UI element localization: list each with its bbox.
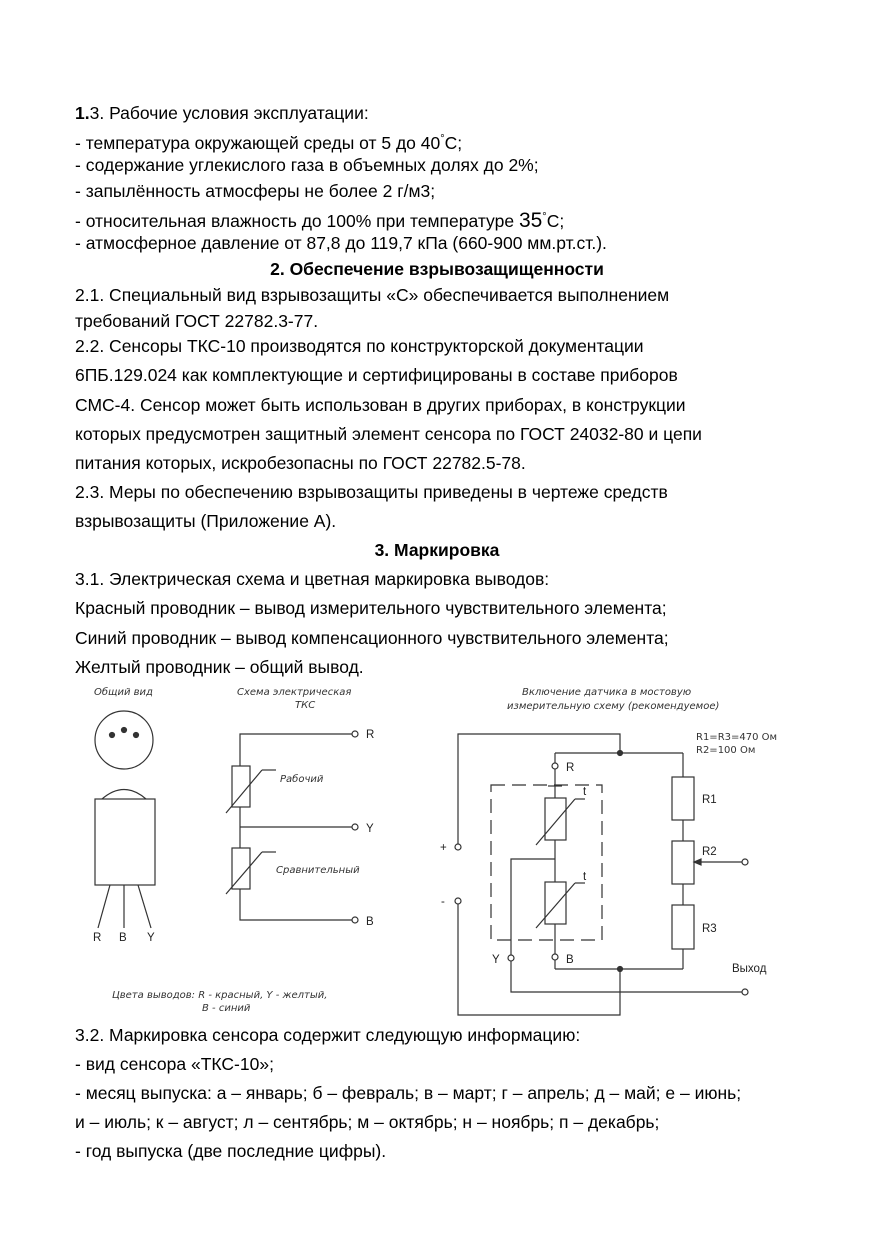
bridge-terminal-r: R — [566, 762, 575, 774]
r3-label: R3 — [702, 923, 717, 935]
general-view-title: Общий вид — [94, 687, 153, 698]
working-label: Рабочий — [280, 774, 324, 785]
working-thermistor — [232, 766, 250, 807]
bridge-circuit — [440, 687, 777, 1015]
reference-label: Сравнительный — [276, 865, 360, 876]
section-1-heading: 1.3. Рабочие условия эксплуатации: — [75, 103, 369, 123]
paragraph-line: взрывозащиты (Приложение А). — [75, 511, 337, 531]
pin-colors-caption: Цвета выводов: R - красный, Y - желтый, — [112, 990, 328, 1001]
paragraph-line: и – июль; к – август; л – сентябрь; м – октябрь; н – ноябрь; п – декабрь; — [75, 1112, 660, 1132]
pin-label-b: B — [119, 932, 127, 944]
resistor-r2 — [672, 841, 694, 884]
paragraph-line: 2.2. Сенсоры ТКС-10 производятся по конструкторской документации — [75, 336, 644, 356]
wiring-diagram-figure — [0, 680, 874, 1020]
schematic-title: Схема электрическая — [237, 687, 352, 698]
sensor-top-view — [95, 711, 153, 769]
condition-humidity: - относительная влажность до 100% при температуре 35°С; — [75, 208, 565, 232]
section-3-title: 3. Маркировка — [374, 540, 500, 560]
minus-label: - — [441, 896, 445, 908]
resistor-r3 — [672, 905, 694, 949]
paragraph-line: - год выпуска (две последние цифры). — [75, 1141, 387, 1161]
sensor-cap — [102, 790, 146, 800]
condition-dust: - запылённость атмосферы не более 2 г/м3; — [75, 181, 436, 201]
resistor-values: R1=R3=470 Ом — [696, 732, 778, 743]
paragraph-line: Желтый проводник – общий вывод. — [75, 657, 364, 677]
section-2-title: 2. Обеспечение взрывозащищенности — [270, 259, 604, 279]
paragraph-line: 6ПБ.129.024 как комплектующие и сертифицированы в составе приборов — [75, 365, 678, 385]
terminal-b-label: B — [366, 916, 374, 928]
sensor-general-view — [93, 686, 155, 944]
paragraph-line: 3.2. Маркировка сенсора содержит следующую информацию: — [75, 1025, 581, 1045]
temp-label: t — [583, 786, 587, 798]
terminal-y-label: Y — [366, 823, 374, 835]
plus-label: + — [440, 842, 447, 854]
heading-number: 1. — [75, 103, 90, 123]
bridge-working-thermistor — [545, 798, 566, 840]
pin-label-y: Y — [147, 932, 155, 944]
schematic-subtitle: ТКС — [295, 700, 316, 711]
paragraph-line: требований ГОСТ 22782.3-77. — [75, 311, 319, 331]
pin-label-r: R — [93, 932, 102, 944]
resistor-r1 — [672, 777, 694, 820]
condition-co2: - содержание углекислого газа в объемных долях до 2%; — [75, 155, 539, 175]
sensor-schematic — [226, 687, 374, 928]
condition-pressure: - атмосферное давление от 87,8 до 119,7 кПа (660-900 мм.рт.ст.). — [75, 233, 607, 253]
paragraph-line: - месяц выпуска: а – январь; б – февраль; в – март; г – апрель; д – май; е – июнь; — [75, 1083, 742, 1103]
sensor-body — [95, 799, 155, 885]
paragraph-line: СМС-4. Сенсор может быть использован в других приборах, в конструкции — [75, 395, 686, 415]
paragraph-line: 3.1. Электрическая схема и цветная маркировка выводов: — [75, 569, 550, 589]
paragraph-line: питания которых, искробезопасны по ГОСТ 22782.5-78. — [75, 453, 526, 473]
bridge-reference-thermistor — [545, 882, 566, 924]
r2-label: R2 — [702, 846, 717, 858]
bridge-title: Включение датчика в мостовую — [522, 687, 692, 698]
paragraph-line: 2.1. Специальный вид взрывозащиты «С» обеспечивается выполнением — [75, 285, 670, 305]
bridge-terminal-b: B — [566, 954, 574, 966]
condition-temperature: - температура окружающей среды от 5 до 40°С; — [75, 132, 463, 153]
temp-label: t — [583, 871, 587, 883]
bridge-terminal-y: Y — [492, 954, 500, 966]
paragraph-line: Синий проводник – вывод компенсационного чувствительного элемента; — [75, 628, 669, 648]
paragraph-line: Красный проводник – вывод измерительного чувствительного элемента; — [75, 598, 667, 618]
bridge-subtitle: измерительную схему (рекомендуемое) — [507, 701, 720, 712]
terminal-r-label: R — [366, 729, 375, 741]
paragraph-line: - вид сенсора «ТКС-10»; — [75, 1054, 274, 1074]
r1-label: R1 — [702, 794, 717, 806]
paragraph-line: 2.3. Меры по обеспечению взрывозащиты приведены в чертеже средств — [75, 482, 668, 502]
resistor-values: R2=100 Ом — [696, 745, 756, 756]
output-label: Выход — [732, 963, 767, 975]
pin-colors-caption: B - синий — [202, 1003, 251, 1014]
paragraph-line: которых предусмотрен защитный элемент сенсора по ГОСТ 24032-80 и цепи — [75, 424, 702, 444]
